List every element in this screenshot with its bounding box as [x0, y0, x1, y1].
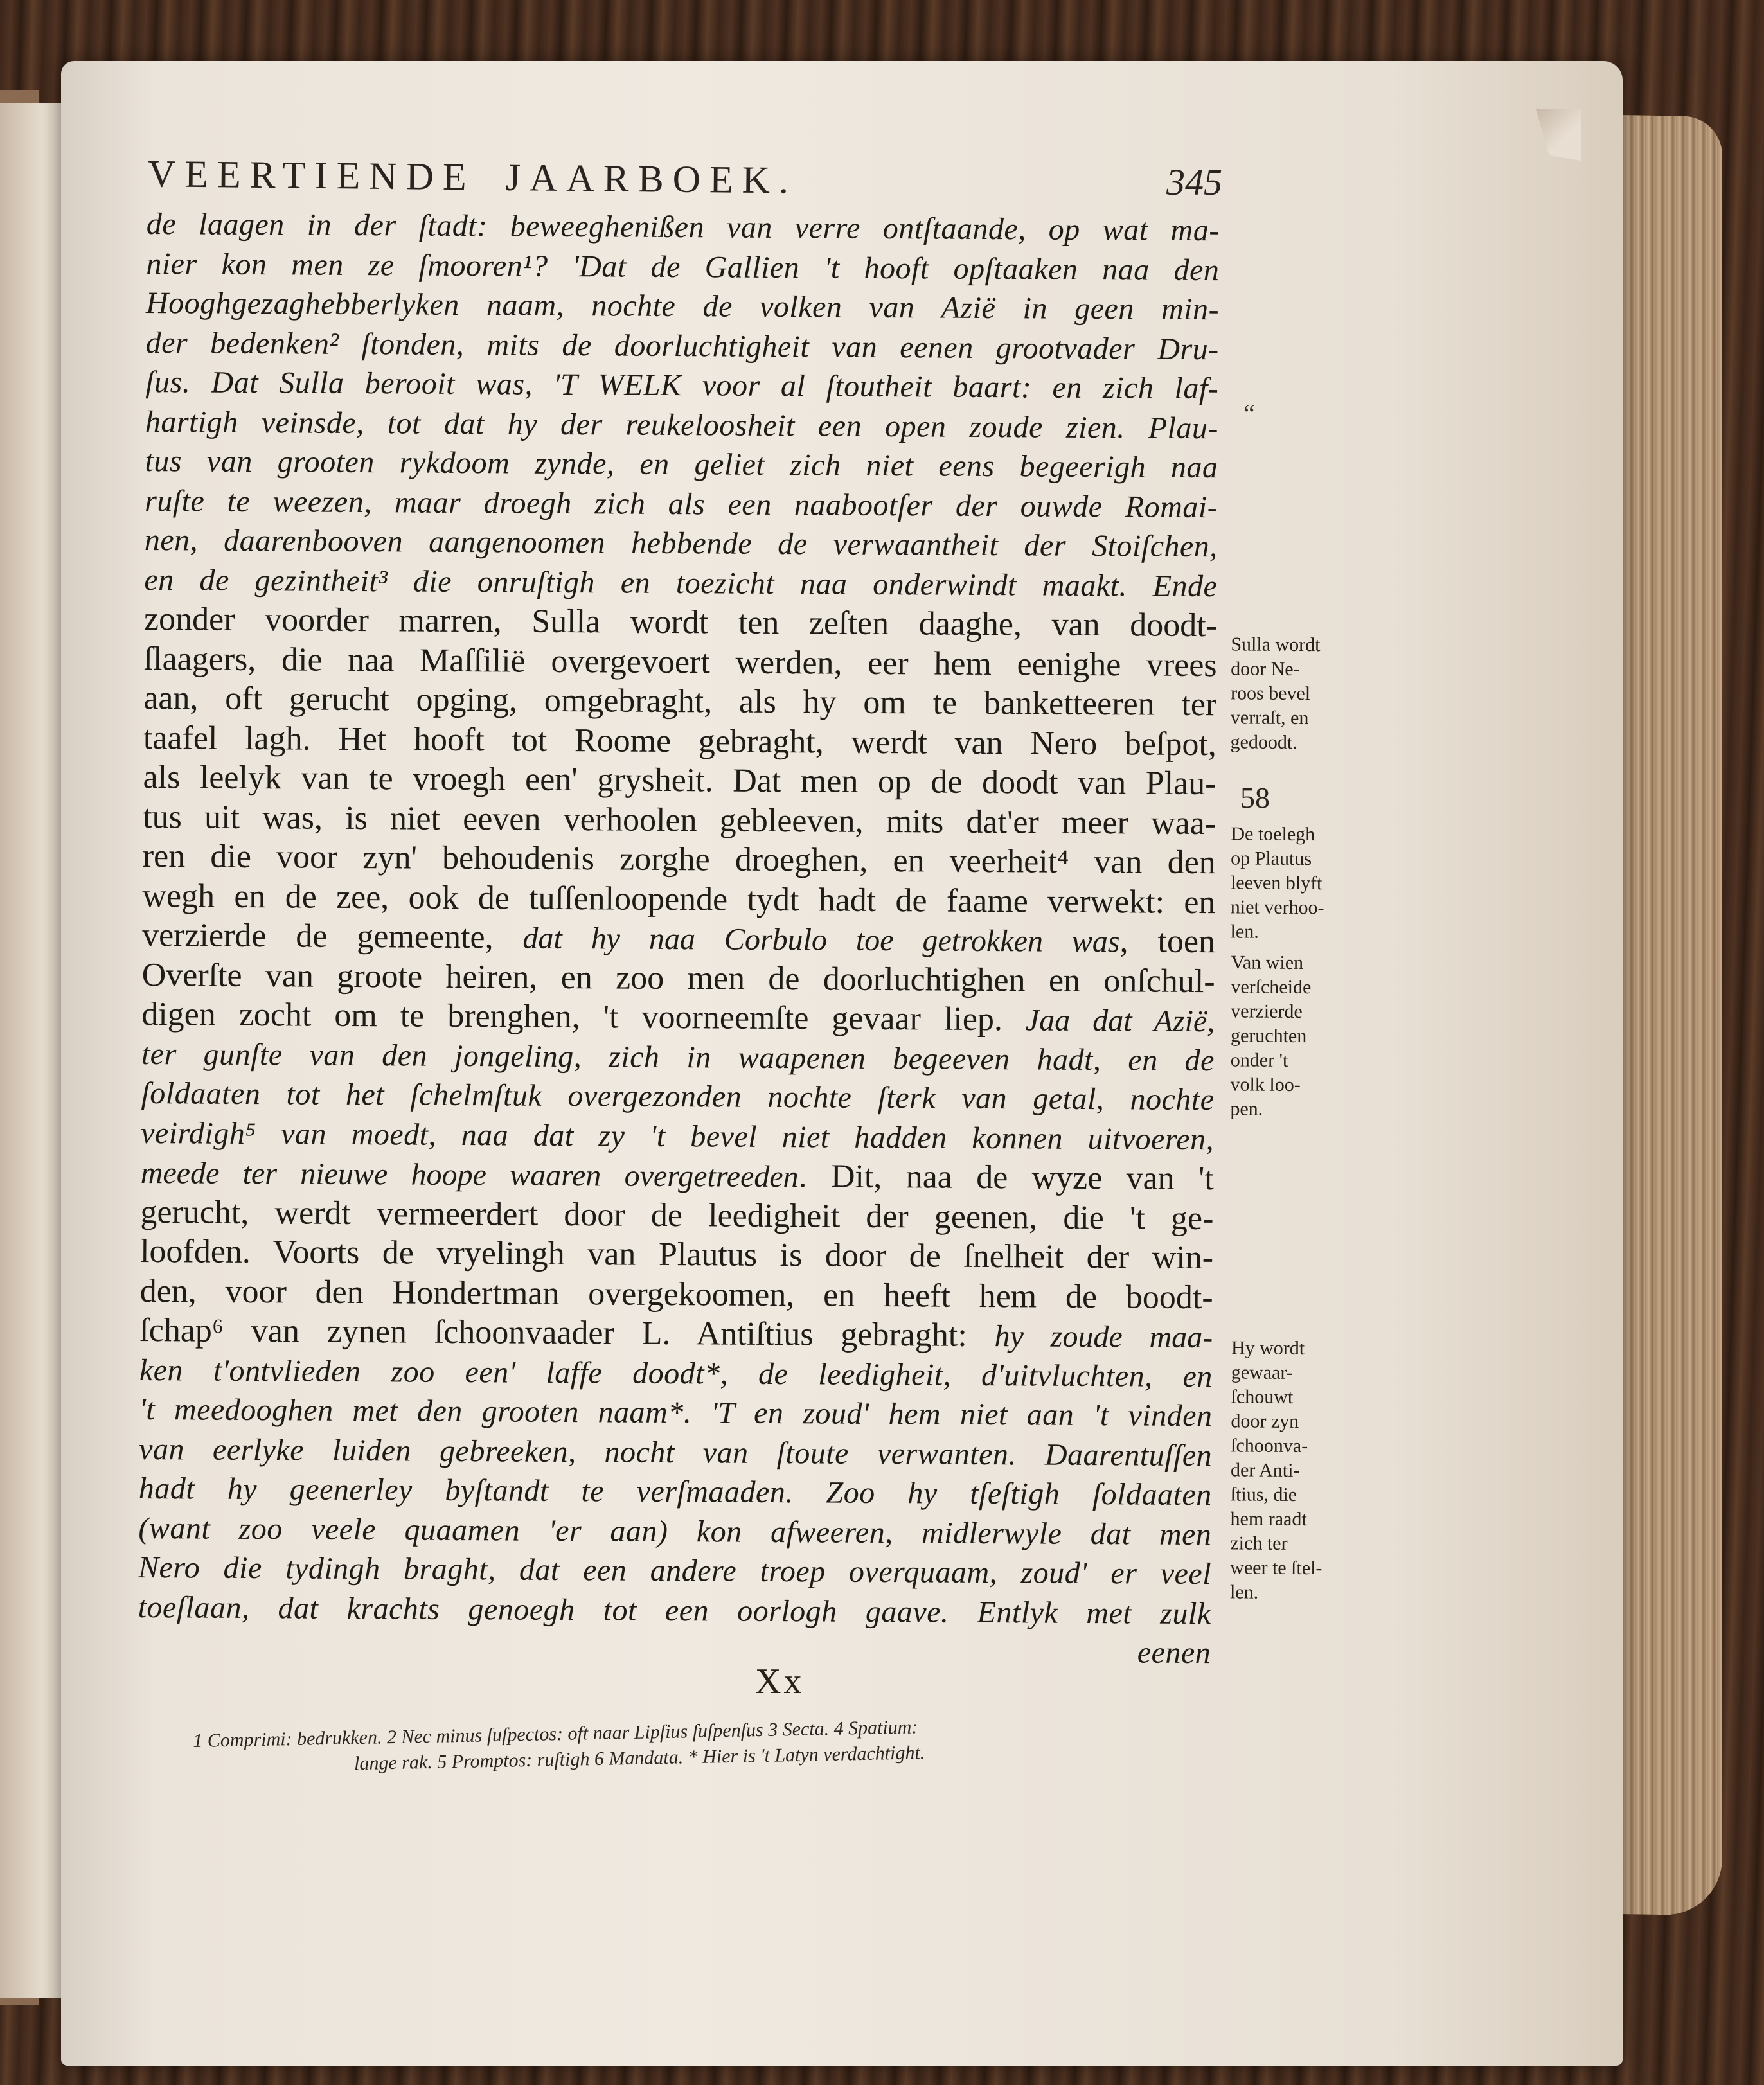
text-line: taafel lagh. Het hooft tot Roome gebraght, werdt van Nero beſpot,: [143, 719, 1217, 763]
margin-note-line: gedoodt.: [1230, 731, 1297, 753]
text-line: toeſlaan, dat krachts genoegh tot een oorlogh gaave. Entlyk met zulk: [138, 1590, 1211, 1631]
margin-note: [1230, 1336, 1379, 1605]
text-line: der bedenken² ſtonden, mits de doorluchtigheit van eenen grootvader Dru-: [145, 325, 1219, 366]
margin-note-line: geruchten: [1230, 1025, 1307, 1047]
text-line: Overſte van groote heiren, en zoo men de doorluchtighen en onſchul-: [141, 956, 1215, 1000]
text-line: ruſte te weezen, maar droegh zich als een naabootſer der ouwde Romai-: [145, 483, 1218, 524]
text-line: ter gunſte van den jongeling, zich in waapenen begeeven hadt, en de: [141, 1036, 1215, 1078]
text-line: van eerlyke luiden gebreeken, nocht van ſtoute verwanten. Daarentuſſen: [139, 1432, 1213, 1473]
margin-note-line: verſcheide: [1231, 976, 1312, 998]
roman-span: verzierde de gemeente,: [141, 916, 523, 956]
quotation-margin-mark: “: [1243, 399, 1255, 428]
italic-span: dat hy naa Corbulo toe getrokken was: [522, 921, 1120, 959]
text-line: nier kon men ze ſmooren¹? 'Dat de Gallien 't hooft opſtaaken naa den: [146, 246, 1220, 287]
italic-span: meede ter nieuwe hoope waaren overgetreeden: [140, 1155, 799, 1194]
text-line: tus uit was, is niet eeven verhoolen gebleeven, mits dat'er meer waa-: [143, 798, 1216, 842]
margin-note-line: zich ter: [1230, 1532, 1288, 1554]
margin-note-line: De toelegh: [1231, 823, 1315, 846]
margin-note-line: leeven blyft: [1230, 872, 1323, 894]
facing-page: [0, 103, 71, 1998]
text-line: de laagen in der ſtadt: beweeghenißen van verre ontſtaande, op wat ma-: [146, 206, 1220, 248]
margin-note-line: ſtius, die: [1230, 1484, 1297, 1505]
text-line: en de gezintheit³ die onruſtigh en toezicht naa onderwindt maakt. Ende: [144, 562, 1218, 603]
text-line: Hooghgezaghebberlyken naam, nochte de volken van Azië in geen min-: [145, 285, 1220, 327]
roman-span: digen zocht om te brenghen, 't voorneemſte gevaar liep.: [141, 995, 1026, 1038]
margin-note-line: op Plautus: [1231, 847, 1312, 870]
text-line: Nero die tydingh braght, dat een andere troep overquaam, zoud' er veel: [138, 1550, 1212, 1592]
text-line: hadt hy geenerley byſtandt te verſmaaden. Zoo hy tſeſtigh ſoldaaten: [138, 1471, 1212, 1513]
footnote-line: lange rak. 5 Promptos: ruſtigh 6 Mandata. * Hier is 't Latyn verdachtight.: [353, 1742, 925, 1775]
italic-span: hy zoude maa-: [994, 1319, 1213, 1355]
text-line: loofden. Voorts de vryelingh van Plautus is door de ſnelheit der win-: [139, 1232, 1214, 1277]
roman-span: ſchap⁶ van zynen ſchoonvaader L. Antiſtius gebraght:: [139, 1311, 995, 1354]
margin-note-line: ſchouwt: [1231, 1386, 1294, 1408]
margin-note-line: verraſt, en: [1230, 707, 1309, 729]
margin-note-line: door zyn: [1231, 1410, 1299, 1432]
text-line: gerucht, werdt vermeerdert door de leedigheit der geenen, die 't ge-: [140, 1193, 1214, 1237]
margin-note-line: Sulla wordt: [1231, 634, 1321, 656]
text-line: ren die voor zyn' behoudenis zorghe droeghen, en veerheit⁴ van den: [142, 837, 1216, 882]
signature-mark: Xx: [755, 1662, 805, 1701]
text-line: wegh en de zee, ook de tuſſenloopende tydt hadt de faame verwekt: en: [142, 877, 1216, 921]
margin-note-line: verzierde: [1231, 1000, 1303, 1022]
text-line: ſoldaaten tot het ſchelmſtuk overgezonden nochte ſterk van getal, nochte: [141, 1076, 1215, 1117]
text-line: zonder voorder marren, Sulla wordt ten zeſten daaghe, van doodt-: [143, 600, 1218, 644]
text-line: [142, 916, 1215, 962]
margin-note-line: ſchoonva-: [1231, 1435, 1308, 1457]
margin-note-line: niet verhoo-: [1230, 896, 1324, 919]
footnote-line: 1 Comprimi: bedrukken. 2 Nec minus ſuſpectos: oft naar Lipſius ſuſpenſus 3 Secta. 4 Spatium:: [193, 1716, 918, 1752]
margin-note-line: onder 't: [1230, 1049, 1288, 1071]
text-line: nen, daarenbooven aangenoomen hebbende de verwaantheit der Stoiſchen,: [144, 522, 1218, 564]
text-line: ken t'ontvlieden zoo een' laffe doodt*, de leedigheit, d'uitvluchten, en: [139, 1353, 1213, 1394]
text-line: [141, 1153, 1214, 1199]
margin-note-line: len.: [1229, 1581, 1259, 1603]
text-line: [141, 995, 1215, 1041]
body-text: [138, 204, 1220, 1673]
text-line: (want zoo veele quaamen 'er aan) kon afweeren, midlerwyle dat men: [138, 1511, 1212, 1552]
margin-note: [1231, 632, 1379, 755]
margin-note: [1231, 822, 1379, 945]
text-line: ſus. Dat Sulla berooit was, 'T WELK voor al ſtoutheit baart: en zich laf-: [145, 364, 1219, 406]
text-line: aan, oft gerucht opging, omgebraght, als hy om te banketteeren ter: [143, 679, 1217, 723]
margin-note-line: Van wien: [1231, 952, 1304, 973]
text-line: veirdigh⁵ van moedt, naa dat zy 't bevel niet hadden konnen uitvoeren,: [141, 1115, 1215, 1157]
margin-note-line: roos bevel: [1230, 682, 1311, 705]
chapter-number: 58: [1240, 781, 1270, 814]
italic-span: Jaa dat Azië,: [1025, 1003, 1215, 1039]
text-line: [139, 1311, 1213, 1357]
text-line: ſlaagers, die naa Maſſilië overgevoert werden, eer hem eenighe vrees: [143, 640, 1217, 684]
margin-note: [1230, 950, 1378, 1122]
text-line: den, voor den Hondertman overgekoomen, en heeft hem de boodt-: [139, 1272, 1213, 1316]
margin-note-line: len.: [1230, 921, 1259, 943]
text-line: 't meedooghen met den grooten naam*. 'T en zoud' hem niet aan 't vinden: [139, 1392, 1213, 1433]
running-head-word-2: JAARBOEK.: [505, 155, 798, 202]
text-line: tus van grooten rykdoom zynde, en geliet zich niet eens begeerigh naa: [145, 443, 1218, 485]
margin-note-line: volk loo-: [1230, 1074, 1301, 1096]
text-line: hartigh veinsde, tot dat hy der reukeloosheit een open zoude zien. Plau-: [145, 404, 1219, 445]
margin-note-line: door Ne-: [1231, 658, 1300, 680]
text-line: eenen: [1137, 1635, 1211, 1671]
roman-span: , toen: [1119, 923, 1216, 961]
margin-note-line: pen.: [1230, 1098, 1263, 1120]
running-head-word-1: VEERTIENDE: [147, 152, 476, 199]
page-number: 345: [1166, 161, 1222, 203]
text-line: als leelyk van te vroegh een' grysheit. Dat men op de doodt van Plau-: [143, 758, 1216, 803]
margin-note-line: weer te ſtel-: [1230, 1557, 1323, 1579]
margin-note-line: Hy wordt: [1231, 1337, 1305, 1359]
margin-note-line: hem raadt: [1230, 1508, 1307, 1530]
margin-note-line: der Anti-: [1230, 1459, 1300, 1481]
roman-span: . Dit, naa de wyze van 't: [798, 1158, 1214, 1198]
margin-note-line: gewaar-: [1231, 1362, 1293, 1383]
